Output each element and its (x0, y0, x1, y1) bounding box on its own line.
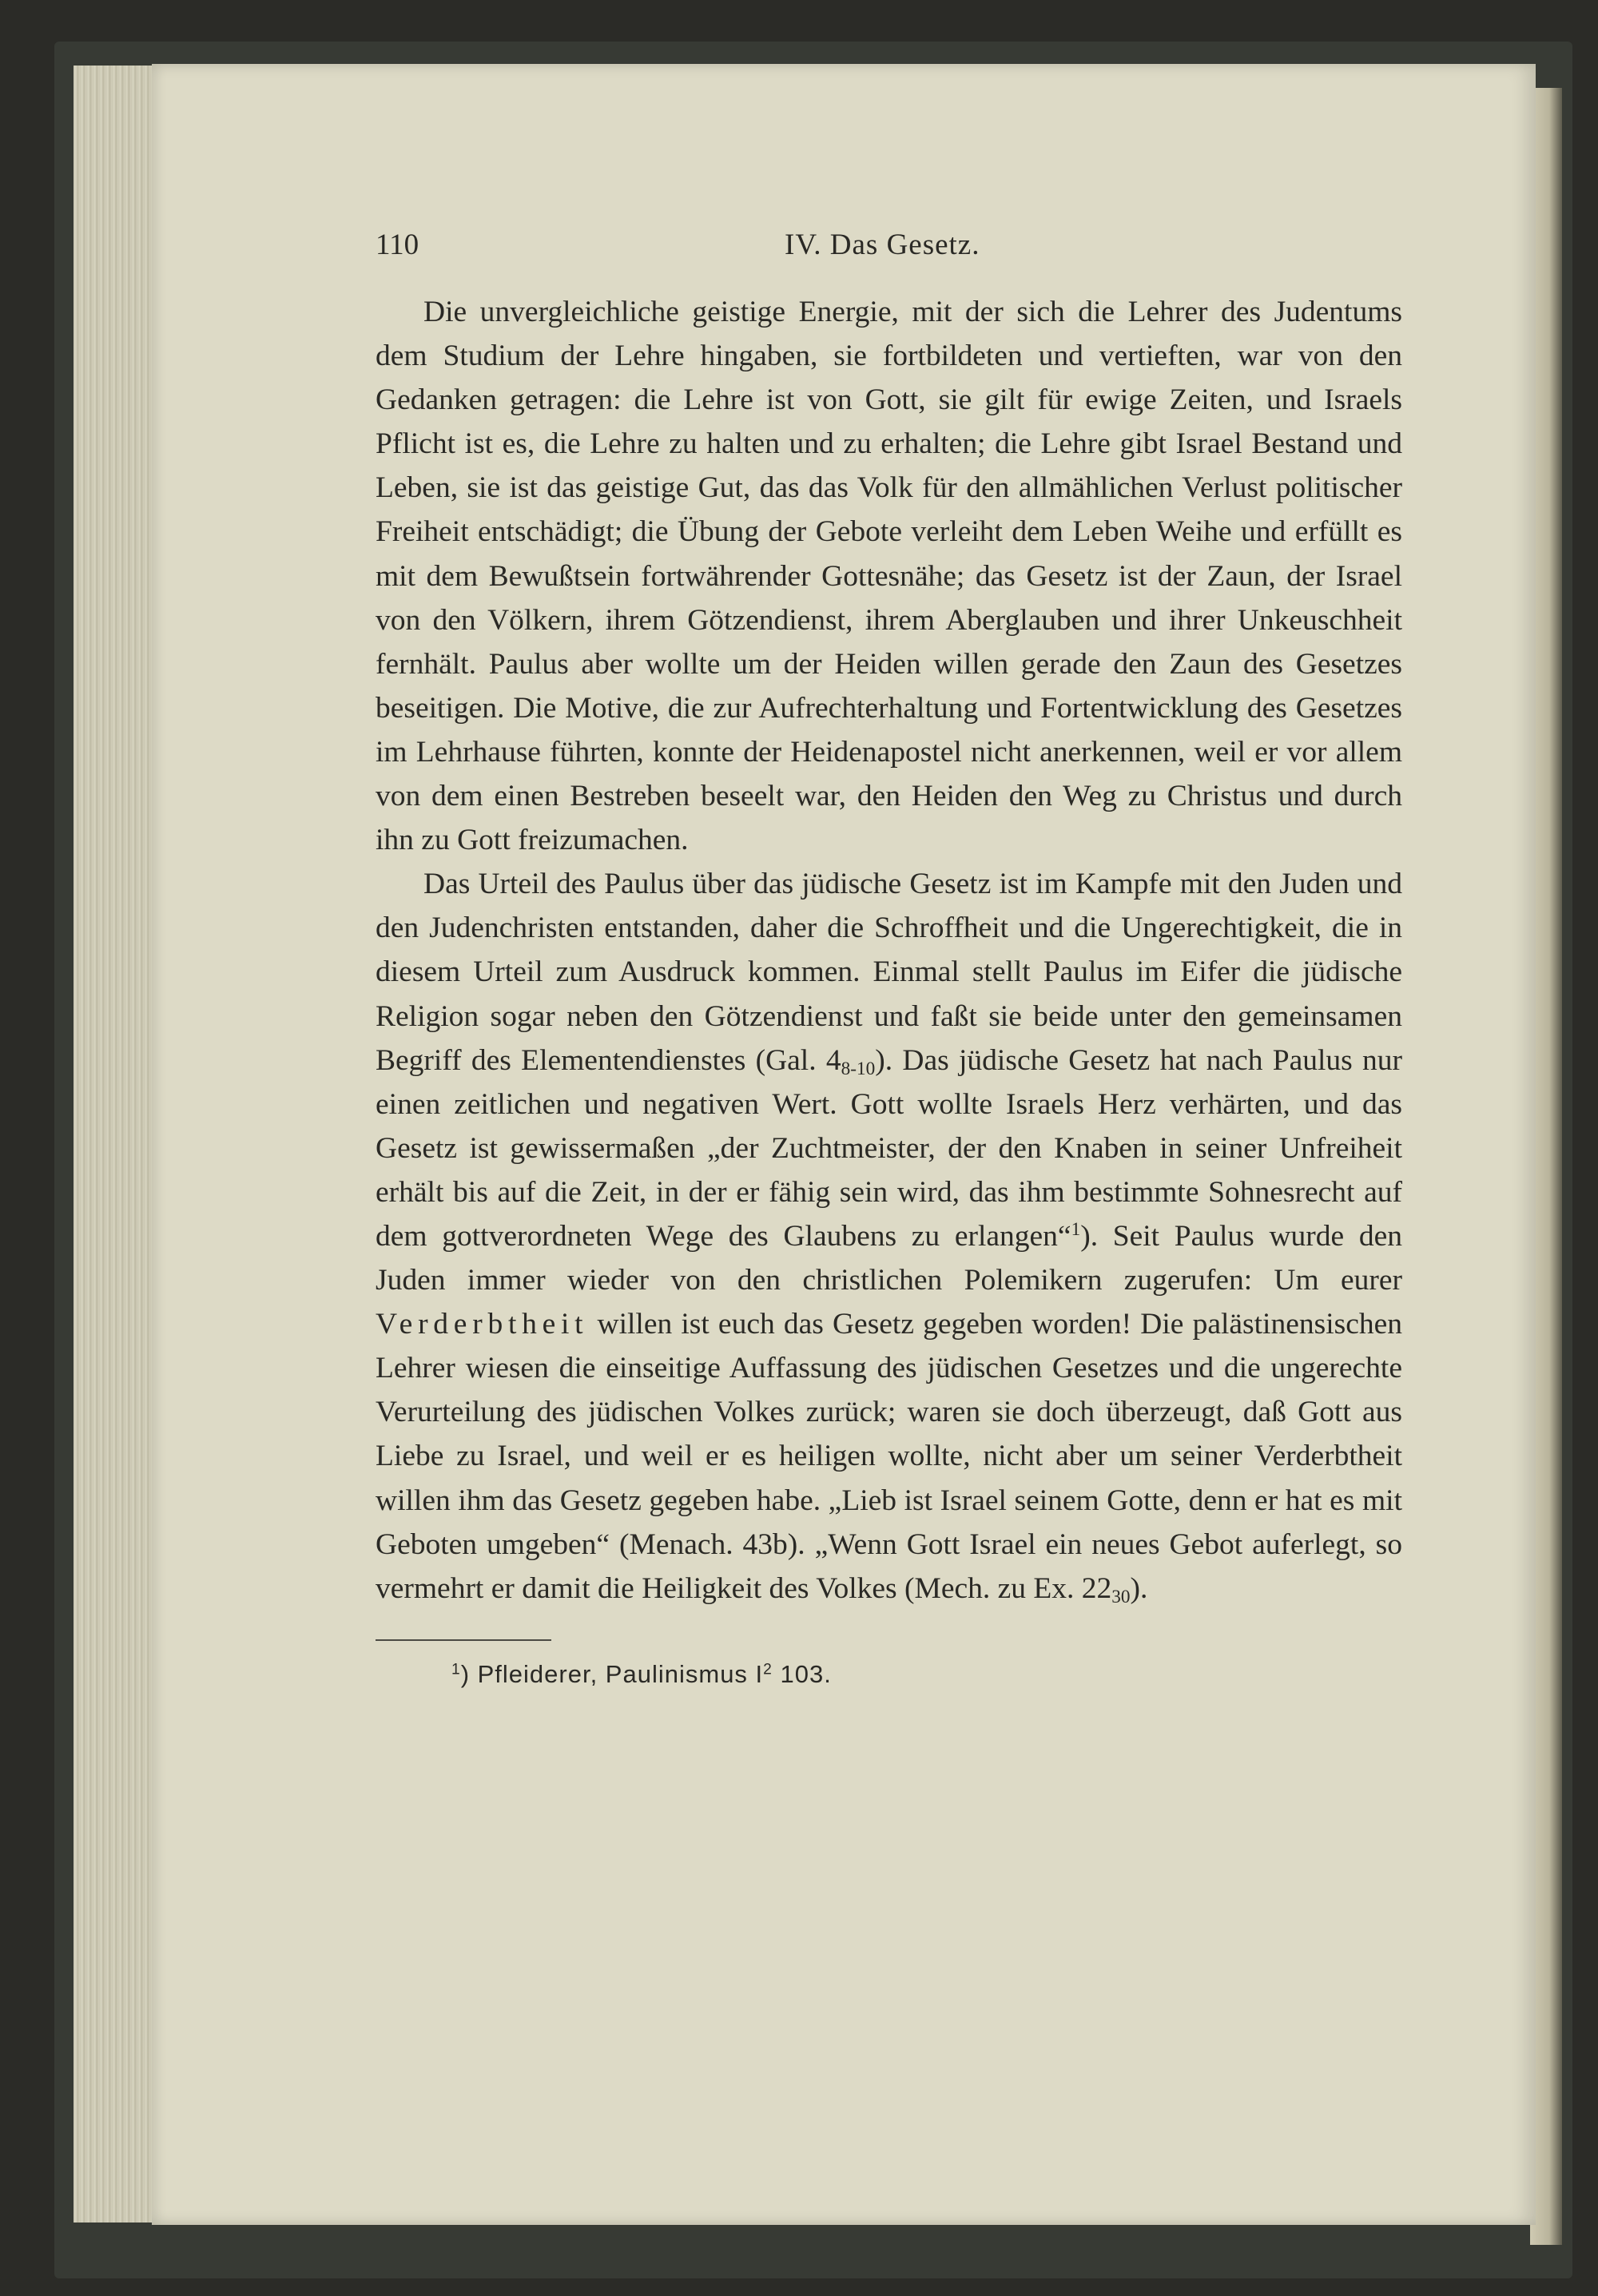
footnote (451, 1660, 1402, 1689)
running-title: IV. Das Gesetz. (785, 228, 980, 261)
paragraph-2-text-c: ). Seit Paulus wurde den Juden immer wieder von den christlichen Polemikern zugerufen: Um eurer (376, 1219, 1402, 1297)
page-header (376, 228, 1402, 276)
footnote-superscript: 2 (763, 1661, 773, 1678)
verse-subscript-ex: 30 (1111, 1586, 1131, 1607)
footnote-text-a: ) Pfleiderer, Paulinismus I (460, 1659, 764, 1688)
footnote-divider (376, 1639, 551, 1641)
paragraph-2-text-d: willen ist euch das Gesetz gegeben worden! Die palästinensischen Lehrer wiesen die einseitige Auffassung des jüdischen Gesetzes und die ungerechte Verurteilung des jüdischen Volkes zurück; waren sie doch überzeugt, daß Gott aus Liebe zu Israel, und weil er es heiligen wollte, nicht aber um seiner Verderbtheit willen ihm das Gesetz gegeben habe. „Lieb ist Israel seinem Gotte, denn er hat es mit Geboten umgeben“ (Menach. 43b). „Wenn Gott Israel ein neues Gebot auferlegt, so vermehrt er damit die Heiligkeit des Volkes (Mech. zu Ex. 22 (376, 1308, 1403, 1605)
spaced-word: Verderbtheit (376, 1308, 589, 1341)
verse-subscript-gal: 8-10 (841, 1058, 876, 1079)
footnote-text-b: 103. (772, 1659, 832, 1688)
paragraph-1: Die unvergleichliche geistige Energie, mit der sich die Lehrer des Judentums dem Studium der Lehre hingaben, sie fortbildeten und vertieften, war von den Gedanken getragen: die Lehre ist von Gott, sie gilt für ewige Zeiten, und Israels Pflicht ist es, die Lehre zu halten und zu erhalten; die Lehre gibt Israel Bestand und Leben, sie ist das geistige Gut, das das Volk für den allmählichen Verlust politischer Freiheit entschädigt; die Übung der Gebote verleiht dem Leben Weihe und erfüllt es mit dem Bewußtsein fortwährender Gottesnähe; das Gesetz ist der Zaun, der Israel von den Völkern, ihrem Götzendienst, ihrem Aberglauben und ihrer Unkeuschheit fernhält. Paulus aber wollte um der Heiden willen gerade den Zaun des Gesetzes beseitigen. Die Motive, die zur Aufrechterhaltung und Fortentwicklung des Gesetzes im Lehrhause führten, konnte der Heidenapostel nicht anerkennen, weil er vor allem von dem einen Bestreben beseelt war, den Heiden den Weg zu Christus und durch ihn zu Gott freizumachen. (376, 296, 1402, 857)
footnote-reference: 1 (1071, 1219, 1081, 1241)
paragraph-2-text-e: ). (1130, 1571, 1148, 1605)
paragraph-2-text-a: Das Urteil des Paulus über das jüdische Gesetz ist im Kampfe mit den Juden und den Judenchristen entstanden, daher die Schroffheit und die Ungerechtigkeit, die in diesem Urteil zum Ausdruck kommen. Einmal stellt Paulus im Eifer die jüdische Religion sogar neben den Götzendienst und faßt sie beide unter den gemeinsamen Begriff des Elementendienstes (Gal. 4 (376, 868, 1402, 1077)
page-content (376, 228, 1402, 1689)
paragraph-2 (376, 862, 1402, 1611)
page-edges (74, 66, 155, 2223)
footnote-marker: 1 (451, 1661, 461, 1678)
paragraph-2-text-b: ). Das jüdische Gesetz hat nach Paulus nur einen zeitlichen und negativen Wert. Gott wollte Israels Herz verhärten, und das Gesetz ist gewissermaßen „der Zuchtmeister, der den Knaben in seiner Unfreiheit erhält bis auf die Zeit, in der er fähig sein wird, das ihm bestimmte Sohnesrecht auf dem gottverordneten Wege des Glaubens zu erlangen“ (376, 1043, 1403, 1253)
page-number: 110 (376, 228, 419, 261)
